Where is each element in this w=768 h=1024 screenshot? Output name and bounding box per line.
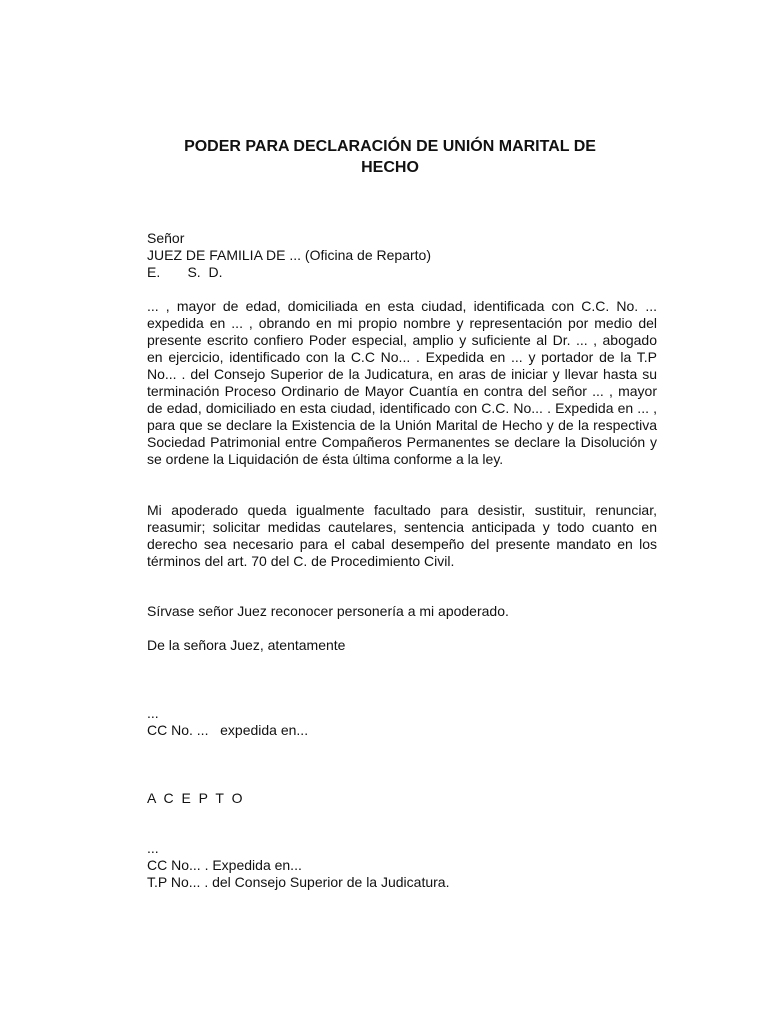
attorney-id-line: CC No... . Expedida en... bbox=[147, 857, 302, 873]
body-paragraph-3: Sírvase señor Juez reconocer personería a mi apoderado. bbox=[147, 603, 509, 619]
body-paragraph-2: Mi apoderado queda igualmente facultado para desistir, sustituir, renunciar, reasumir; solicitar medidas cautelares, sentencia anticipada y todo cuanto en derecho sea necesario para el cabal desempeño del presente mandato en los términos del art. 70 del C. de Procedimiento Civil. bbox=[147, 502, 657, 569]
grantor-id-line: CC No. ... expedida en... bbox=[147, 722, 309, 738]
attorney-tp-line: T.P No... . del Consejo Superior de la Judicatura. bbox=[147, 874, 450, 890]
closing-line: De la señora Juez, atentamente bbox=[147, 637, 346, 653]
attorney-name: ... bbox=[147, 840, 159, 856]
document-title bbox=[150, 136, 630, 178]
addressee-esd: E. S. D. bbox=[147, 264, 223, 280]
grantor-name: ... bbox=[147, 705, 159, 721]
addressee-block bbox=[147, 230, 431, 281]
title-line-2: HECHO bbox=[361, 159, 419, 176]
addressee-name: JUEZ DE FAMILIA DE ... (Oficina de Reparto) bbox=[147, 247, 431, 263]
signature-block-grantor bbox=[147, 705, 308, 739]
addressee-salutation: Señor bbox=[147, 230, 185, 246]
title-line-1: PODER PARA DECLARACIÓN DE UNIÓN MARITAL DE bbox=[184, 138, 596, 155]
acepto-heading: A C E P T O bbox=[147, 790, 245, 806]
signature-block-attorney bbox=[147, 840, 449, 891]
body-paragraph-1: ... , mayor de edad, domiciliada en esta ciudad, identificada con C.C. No. ... expedida en ... , obrando en mi propio nombre y representación por medio del presente escrito confiero Poder especial, amplio y suficiente al Dr. ... , abogado en ejercicio, identificado con la C.C No... . Expedida en ... y portador de la T.P No... . del Consejo Superior de la Judicatura, en aras de iniciar y llevar hasta su terminación Proceso Ordinario de Mayor Cuantía en contra del señor ... , mayor de edad, domiciliado en esta ciudad, identificado con C.C. No... . Expedida en ... , para que se declare la Existencia de la Unión Marital de Hecho y de la respectiva Sociedad Patrimonial entre Compañeros Permanentes se declare la Disolución y se ordene la Liquidación de ésta última conforme a la ley. bbox=[147, 298, 657, 467]
